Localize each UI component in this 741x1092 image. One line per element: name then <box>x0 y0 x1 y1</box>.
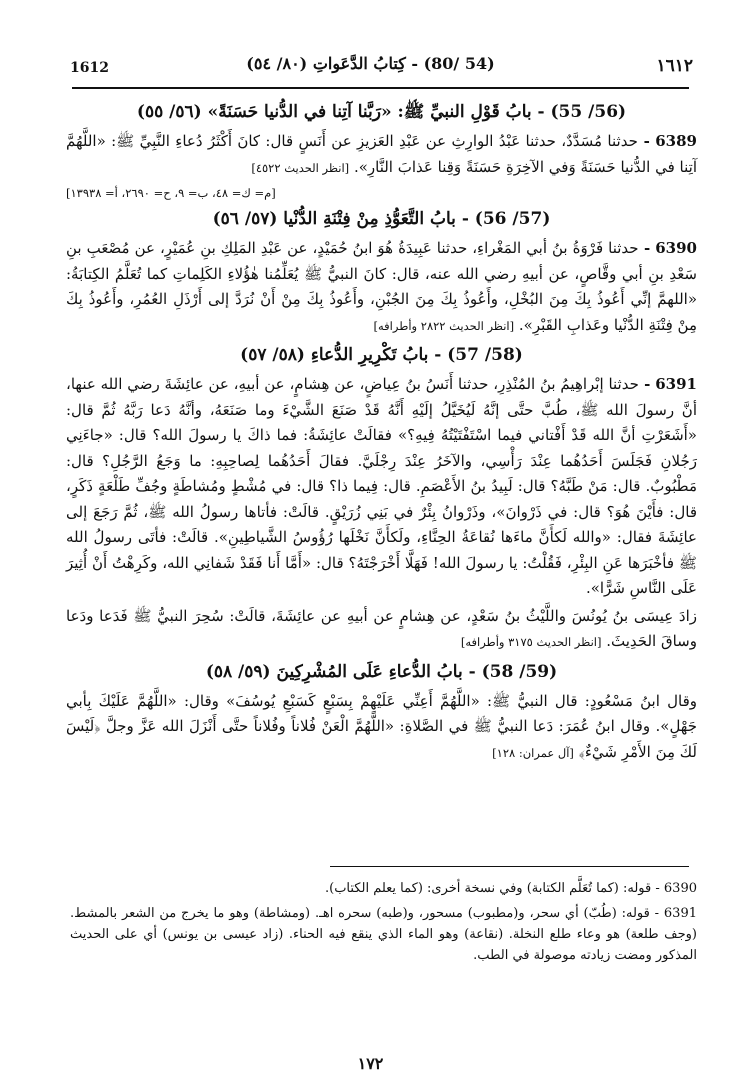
addition-text: زادَ عِيسَى بنُ يُونُسَ واللَّيْثُ بنُ سَعْدٍ، عن هِشامٍ عن أبيهِ عن عائِشَةَ، قالَتْ: سُحِرَ النبيُّ ﷺ فَدَعا ودَعا وساقَ الحَدِيثَ. <box>66 606 697 650</box>
hadith-6391: 6391 - حدثنا إبْراهِيمُ بنُ المُنْذِرِ، حدثنا أَنَسُ بنُ عِياضٍ، عن هِشامٍ، عن أبيهِ، عن عائِشَةَ رضي الله عنها، أنَّ رسولَ الله ﷺ، طُبَّ حتَّى إنَّهُ لَيُخَيَّلُ إلَيْهِ أَنَّهُ قَدْ صَنَعَ الشَّيْءَ وما صَنَعَهُ، وأنَّهُ دَعا رَبَّهُ ثُمَّ قال: «أَشَعَرْتِ أنَّ الله قَدْ أَفْتاني فيما اسْتَفْتَيْتُهُ فِيهِ؟» فقالَتْ عائِشَةُ: فما ذاكَ يا رسولَ الله؟ قال: «جاءَنِي رَجُلانِ فَجَلَسَ أَحَدُهُما عِنْدَ رَأْسِي، والآخَرُ عِنْدَ رِجْلَيَّ. فقالَ أَحَدُهُما لِصاحِبِهِ: ما وَجَعُ الرَّجُلِ؟ قال: مَطْبُوبٌ. قال: مَنْ طَبَّهُ؟ قال: لَبِيدُ بنُ الأَعْصَمِ. قال: فِيما ذا؟ قال: في مُشْطٍ ومُشاطَةٍ وجُفِّ طَلْعَةٍ ذَكَرٍ، قال: فأَيْنَ هُوَ؟ قال: في ذَرْوانَ»، وذَرْوانُ بِئْرٌ في بَنِي زُرَيْقٍ. قالَتْ: فأتاها رسولُ الله ﷺ، ثُمَّ رَجَعَ إلى عائِشَةَ فقال: «والله لَكأَنَّ ماءَها نُقاعَةُ الحِنَّاءِ، ولَكأَنَّ نَخْلَها رُؤُوسُ الشَّياطِينِ». قالَتْ: فأتَى رسولُ الله ﷺ فأخْبَرَها عَنِ البِئْرِ، فَقُلْتُ: يا رسولَ الله! فَهَلَّا أَخْرَجْتَهُ؟ قال: «أَمَّا أَنا فَقَدْ شَفانِي الله، وكَرِهْتُ أَنْ أُثِيرَ عَلَى النَّاسِ شَرًّا». <box>66 375 697 597</box>
footnote-number: 6390 <box>663 881 697 896</box>
page-header <box>40 50 701 84</box>
hadith-addition <box>66 604 697 656</box>
hadith-text: وقال ابنُ مَسْعُودٍ: قال النبيُّ ﷺ: «اللَّهُمَّ أَعِنِّي عَلَيْهِمْ بِسَبْعٍ كَسَبْعِ يُوسُفَ» وقال: «اللَّهُمَّ عَلَيْكَ بِأبي جَهْلٍ». وقال ابنُ عُمَرَ: دَعا النبيُّ ﷺ في الصَّلاةِ: «اللَّهُمَّ الْعَنْ فُلاناً وفُلاناً حتَّى أَنْزَلَ الله عَزَّ وجلَّ ﴿لَيْسَ لَكَ مِنَ الأَمْرِ شَيْءٌ﴾ <box>66 691 697 761</box>
footnote-rule <box>330 866 689 867</box>
chapter-heading: (59/ 58) - بابُ الدُّعاءِ عَلَى المُشْرِكِينَ (٥٩/ ٥٨) <box>205 661 558 682</box>
page-number-latin: 1612 <box>70 60 109 76</box>
hadith-number: 6390 <box>655 239 697 257</box>
main-text <box>66 96 697 768</box>
header-rule <box>72 87 689 89</box>
section-57 <box>66 341 697 656</box>
footnote-number: 6391 <box>663 906 697 921</box>
hadith-text: حدثنا فَرْوَةُ بنُ أبي المَغْراءِ، حدثنا عَبِيدَةُ هُوَ ابنُ حُمَيْدٍ، عن عَبْدِ المَلِكِ بنِ عُمَيْرٍ، عن مُصْعَبِ بنِ سَعْدِ بنِ أبي وقَّاصٍ، عن أبيهِ رضي الله عنه، قال: كانَ النبيُّ ﷺ يُعَلِّمُنا هٰؤُلاءِ الكَلِماتِ كما تُعَلَّمُ الكِتابَةُ: «اللهمَّ إنِّي أَعُوذُ بِكَ مِنَ البُخْلِ، وأَعُوذُ بِكَ مِنَ الجُبْنِ، وأَعُوذُ بِكَ مِنْ أَنْ نُرَدَّ إلى أَرْذَلِ العُمُرِ، وأَعُوذُ بِكَ مِنْ فِتْنَةِ الدُّنْيا وعَذابِ القَبْرِ». <box>66 239 697 334</box>
mualaq-text <box>66 689 697 767</box>
chapter-heading: (56/ 55) - بابُ قَوْلِ النبيِّ ﷺ: «رَبَّنا آتِنا في الدُّنيا حَسَنَةً» (٥٦/ ٥٥) <box>136 102 627 122</box>
page-number-arabic: ١٦١٢ <box>656 56 693 76</box>
collection-reference: [م= ك= ٤٨، ب= ٩، ح= ٢٦٩٠، أ= ١٣٩٣٨] <box>66 186 276 200</box>
footnote-text: - قوله: (كما تُعَلَّم الكتابة) وفي نسخة أخرى: (كما يعلم الكتاب). <box>324 881 660 896</box>
hadith-6389: 6389 - حدثنا مُسَدَّدٌ، حدثنا عَبْدُ الوارِثِ عن عَبْدِ العَزيزِ عن أَنَسٍ قال: كانَ أَكْثَرُ دُعاءِ النَّبِيِّ ﷺ: «اللَّهُمَّ آتِنا في الدُّنيا حَسَنَةً وَفي الآخِرَةِ حَسَنَةً وَقِنا عَذابَ النَّارِ». [انظر الحديث ٤٥٢٢] <box>66 132 697 176</box>
chapter-heading: (58/ 57) - بابُ تَكْرِيرِ الدُّعاءِ (٥٨/ ٥٧) <box>240 345 523 365</box>
chapter-heading: (57/ 56) - بابُ التَّعَوُّذِ مِنْ فِتْنَةِ الدُّنْيا (٥٧/ ٥٦) <box>212 209 551 229</box>
hadith-number: 6389 <box>655 132 697 150</box>
hadith-reference: [انظر الحديث ٢٨٢٢ وأطرافه] <box>373 318 515 333</box>
footnote-6391 <box>70 903 697 966</box>
running-title: (54 /80) - كِتابُ الدَّعَواتِ (٨٠/ ٥٤) <box>246 54 495 73</box>
section-55 <box>66 98 697 203</box>
footnote-6390 <box>70 878 697 899</box>
hadith-reference: [انظر الحديث ٣١٧٥ وأطرافه] <box>460 635 602 649</box>
section-58 <box>66 658 697 767</box>
hadith-number: 6391 <box>655 375 697 393</box>
hadith-text: حدثنا مُسَدَّدٌ، حدثنا عَبْدُ الوارِثِ عن عَبْدِ العَزيزِ عن أَنَسٍ قال: كانَ أَكْثَرُ دُعاءِ النَّبِيِّ ﷺ: «اللَّهُمَّ آتِنا في الدُّنيا حَسَنَةً وَفي الآخِرَةِ حَسَنَةً وَقِنا عَذابَ النَّارِ». <box>66 132 697 176</box>
quran-reference: [آل عمران: ١٢٨] <box>492 745 574 760</box>
hadith-6390: 6390 - حدثنا فَرْوَةُ بنُ أبي المَغْراءِ، حدثنا عَبِيدَةُ هُوَ ابنُ حُمَيْدٍ، عن عَبْدِ المَلِكِ بنِ عُمَيْرٍ، عن مُصْعَبِ بنِ سَعْدِ بنِ أبي وقَّاصٍ، عن أبيهِ رضي الله عنه، قال: كانَ النبيُّ ﷺ يُعَلِّمُنا هٰؤُلاءِ الكَلِماتِ كما تُعَلَّمُ الكِتابَةُ: «اللهمَّ إنِّي أَعُوذُ بِكَ مِنَ البُخْلِ، وأَعُوذُ بِكَ مِنَ الجُبْنِ، وأَعُوذُ بِكَ مِنْ أَنْ نُرَدَّ إلى أَرْذَلِ العُمُرِ، وأَعُوذُ بِكَ مِنْ فِتْنَةِ الدُّنْيا وعَذابِ القَبْرِ». [انظر الحديث ٢٨٢٢ وأطرافه] <box>66 239 697 334</box>
footer-page-number: ١٧٢ <box>357 1054 384 1073</box>
hadith-reference: [انظر الحديث ٤٥٢٢] <box>251 160 350 175</box>
footnotes <box>70 878 697 970</box>
footnote-text: - قوله: (طُبّ) أي سحر، و(مطبوب) مسحور، و(طبه) سحره اهـ. (ومشاطة) وهو ما يخرج من الشعر بالمشط. (وجف طلعة) هو وعاء طلع النخلة. (نقاعة) وهو الماء الذي ينقع فيه الحناء. (زاد عيسى بن يونس) أي على الحديث المذكور ومضت زيادته موصولة في الطب. <box>70 906 697 963</box>
hadith-text: حدثنا إبْراهِيمُ بنُ المُنْذِرِ، حدثنا أَنَسُ بنُ عِياضٍ، عن هِشامٍ، عن أبيهِ، عن عائِشَةَ رضي الله عنها، أنَّ رسولَ الله ﷺ، طُبَّ حتَّى إنَّهُ لَيُخَيَّلُ إلَيْهِ أَنَّهُ قَدْ صَنَعَ الشَّيْءَ وما صَنَعَهُ، وأنَّهُ دَعا رَبَّهُ ثُمَّ قال: «أَشَعَرْتِ أنَّ الله قَدْ أَفْتاني فيما اسْتَفْتَيْتُهُ فِيهِ؟» فقالَتْ عائِشَةُ: فما ذاكَ يا رسولَ الله؟ قال: «جاءَنِي رَجُلانِ فَجَلَسَ أَحَدُهُما عِنْدَ رَأْسِي، والآخَرُ عِنْدَ رِجْلَيَّ. فقالَ أَحَدُهُما لِصاحِبِهِ: ما وَجَعُ الرَّجُلِ؟ قال: مَطْبُوبٌ. قال: مَنْ طَبَّهُ؟ قال: لَبِيدُ بنُ الأَعْصَمِ. قال: فِيما ذا؟ قال: في مُشْطٍ ومُشاطَةٍ وجُفِّ طَلْعَةٍ ذَكَرٍ، قال: فأَيْنَ هُوَ؟ قال: في ذَرْوانَ»، وذَرْوانُ بِئْرٌ في بَنِي زُرَيْقٍ. قالَتْ: فأتاها رسولُ الله ﷺ، ثُمَّ رَجَعَ إلى عائِشَةَ فقال: «والله لَكأَنَّ ماءَها نُقاعَةُ الحِنَّاءِ، ولَكأَنَّ نَخْلَها رُؤُوسُ الشَّياطِينِ». قالَتْ: فأتَى رسولُ الله ﷺ فأخْبَرَها عَنِ البِئْرِ، فَقُلْتُ: يا رسولَ الله! فَهَلَّا أَخْرَجْتَهُ؟ قال: «أَمَّا أَنا فَقَدْ شَفانِي الله، وكَرِهْتُ أَنْ أُثِيرَ عَلَى النَّاسِ شَرًّا». <box>66 375 697 597</box>
section-56 <box>66 205 697 339</box>
